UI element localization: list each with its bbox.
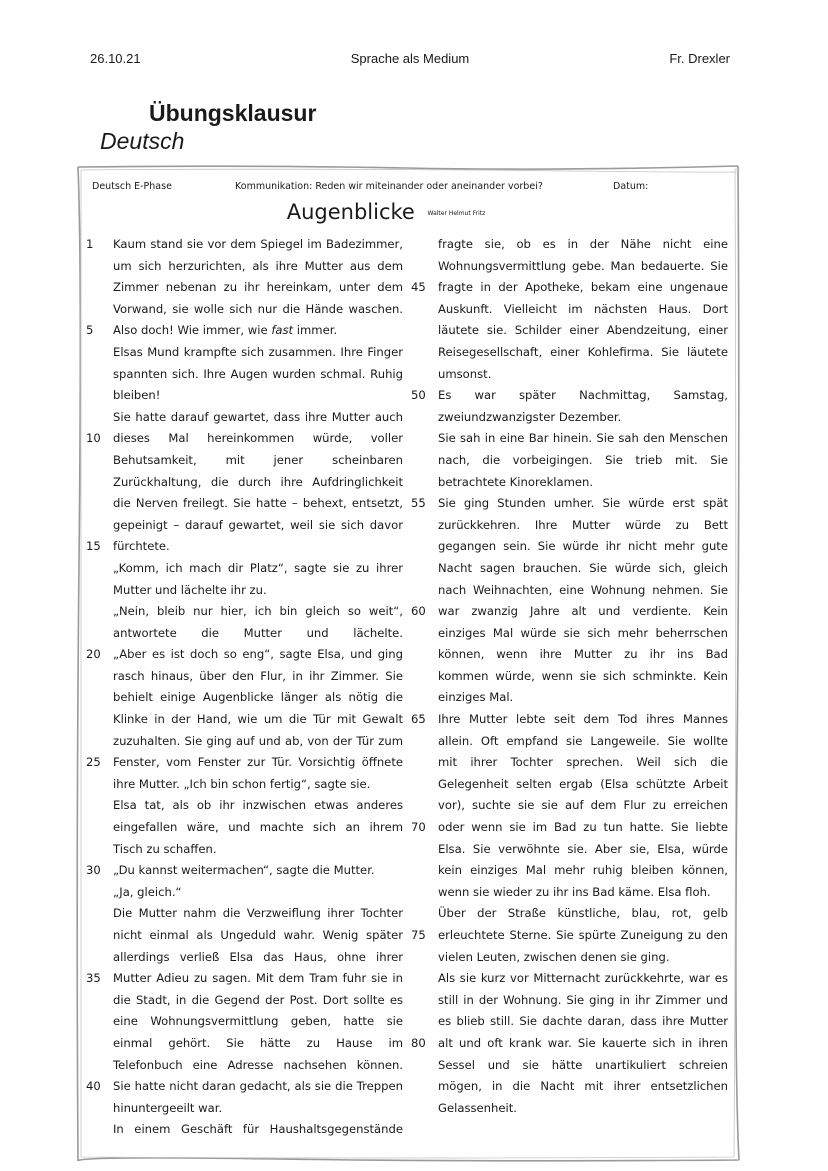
line-text: die Stadt, in die Gegend der Post. Dort sollte es [113,992,403,1007]
course-label: Deutsch E-Phase [92,181,172,192]
line-text: fragte sie, ob es in der Nähe nicht eine [438,237,728,251]
line-text: mit ihrer Tochter sprechen. Weil sich die [438,755,728,770]
line-number: 45 [411,280,426,295]
line-text: war zwanzig Jahre alt und verdiente. Kein [438,604,728,619]
emphasis: fast [271,323,294,338]
line-text: eine Wohnungsvermittlung geben, hatte sie [113,1014,403,1029]
line-text: alt und oft krank war. Sie kauerte sich in ihren [438,1035,728,1050]
line-text: Kaum stand sie vor dem Spiegel im Badezimmer, [113,237,403,251]
line-text: fürchtete. [113,539,170,554]
header-teacher: Fr. Drexler [669,51,730,66]
line-text: Reisegesellschaft, einer Kohlefirma. Sie läutete [438,344,728,359]
line-number: 40 [86,1079,101,1094]
line-text: bleiben! [113,388,161,403]
line-text: Telefonbuch eine Adresse nachsehen können. [113,1057,403,1072]
line-text: allein. Oft empfand sie Langeweile. Sie wollte [438,733,728,748]
line-text: umsonst. [438,366,492,381]
unit-label: Kommunikation: Reden wir miteinander oder aneinander vorbei? [235,181,543,192]
line-text: Nacht sagen brauchen. Sie würde sich, gleich [438,560,728,575]
line-text: „Komm, ich mach dir Platz“, sagte sie zu ihrer [113,560,403,575]
line-text: Elsa. Sie verwöhnte sie. Aber sie, Elsa, würde [438,841,728,856]
line-text: Zurückhaltung, die durch ihre Aufdringlichkeit [113,474,403,489]
line-text: oder wenn sie im Bad zu tun hatte. Sie liebte [438,820,728,835]
line-text: Auskunft. Vielleicht im nächsten Haus. Dort [438,301,728,316]
line-text: vielen Leuten, zwischen denen sie ging. [438,949,670,964]
line-number: 5 [86,323,94,338]
line-text: mögen, in die Nacht mit ihrer entsetzlichen [438,1079,728,1094]
line-text: einmal gehört. Sie hätte zu Hause im [113,1035,403,1050]
line-number: 10 [86,431,101,446]
line-text: dieses Mal hereinkommen würde, voller [113,431,403,446]
line-text: Wohnungsvermittlung gebe. Man bedauerte. Sie [438,258,728,273]
line-text: kein einziges Mal mehr ruhig bleiben können, [438,863,728,878]
story-title: Augenblicke [286,200,415,224]
line-text: nach, die vorbeigingen. Sie trieb mit. Sie [438,452,728,467]
line-text: „Ja, gleich.“ [113,884,182,899]
line-number: 65 [411,712,426,727]
line-text: „Nein, bleib nur hier, ich bin gleich so weit“, [113,604,403,619]
line-text: gepeinigt – darauf gewartet, weil sie sich davor [113,517,403,532]
line-text: antwortete die Mutter und lächelte. [113,625,403,640]
line-text: Fenster, vom Fenster zur Tür. Vorsichtig öffnete [113,755,403,770]
line-number: 1 [86,237,94,251]
line-text: Gelassenheit. [438,1100,517,1115]
line-text: einziges Mal. [438,690,514,705]
line-text: können, wenn ihre Mutter zu ihr ins Bad [438,647,728,662]
line-number: 55 [411,496,426,511]
header-topic: Sprache als Medium [350,51,470,66]
line-number: 75 [411,928,426,942]
date-label: Datum: [613,181,649,192]
line-text: Behutsamkeit, mit jener scheinbaren [113,452,403,467]
line-text: gegangen sein. Sie würde ihr nicht mehr gute [438,539,728,554]
line-text: Sie ging Stunden umher. Sie würde erst spät [438,496,728,511]
line-text: Elsa tat, als ob ihr inzwischen etwas anderes [113,798,403,813]
line-text: Es war später Nachmittag, Samstag, [438,388,728,403]
line-text: Über der Straße künstliche, blau, rot, gelb [438,906,728,921]
line-number: 70 [411,820,426,835]
line-text: vor), suchte sie sie auf dem Flur zu erreichen [438,798,728,813]
line-text: Sie sah in eine Bar hinein. Sie sah den Menschen [438,431,728,446]
line-number: 60 [411,604,426,619]
line-text: Sessel und sie hätte unartikuliert schreien [438,1057,728,1072]
line-text: Zimmer nebenan zu ihr hereinkam, unter dem [113,280,403,295]
line-text: betrachtete Kinoreklamen. [438,474,594,489]
line-text: es blieb still. Sie dachte daran, dass ihre Mutter [438,1014,728,1029]
line-text: läutete sie. Schilder einer Abendzeitung, einer [438,323,728,338]
line-text: behielt einige Augenblicke länger als nötig die [113,690,403,705]
line-text: ihre Mutter. „Ich bin schon fertig“, sagte sie. [113,776,371,791]
line-number: 15 [86,539,101,554]
line-text: um sich herzurichten, als ihre Mutter aus dem [113,258,403,273]
page-header [90,51,730,69]
line-text: eingefallen wäre, und machte sich an ihrem [113,820,403,835]
line-text: Klinke in der Hand, wie um die Tür mit Gewalt [113,712,403,727]
line-text: zurückkehren. Ihre Mutter würde zu Bett [438,517,728,532]
line-text: still in der Wohnung. Sie ging in ihr Zimmer und [438,992,728,1007]
header-date: 26.10.21 [90,51,141,66]
line-number: 30 [86,863,101,878]
line-text: hinuntergeeilt war. [113,1100,223,1115]
line-number: 20 [86,647,101,662]
line-text: Tisch zu schaffen. [113,841,217,856]
line-text: kommen würde, wenn sie sich schminkte. Kein [438,668,728,683]
line-text: erleuchtete Sterne. Sie spürte Zuneigung zu den [438,928,728,942]
line-text: nach Weihnachten, eine Wohnung nehmen. Sie [438,582,728,597]
line-text: nicht einmal als Ungeduld wahr. Wenig später [113,928,403,942]
line-text: Die Mutter nahm die Verzweiflung ihrer Tochter [113,906,403,921]
line-text: Mutter Adieu zu sagen. Mit dem Tram fuhr sie in [113,971,403,986]
line-number: 35 [86,971,101,986]
line-text: Sie hatte darauf gewartet, dass ihre Mutter auch [113,409,403,424]
story-author: Walter Helmut Fritz [427,209,486,217]
line-text: wenn sie wieder zu ihr ins Bad käme. Elsa floh. [438,884,711,899]
line-number: 50 [411,388,426,403]
line-text: Also doch! Wie immer, wie fast immer. [113,323,338,338]
exam-subject: Deutsch [100,128,185,154]
line-text: fragte in der Apotheke, bekam eine ungenaue [438,280,728,295]
line-text: allerdings verließ Elsa das Haus, ohne ihrer [113,949,403,964]
exam-title: Übungsklausur [149,100,317,126]
line-number: 25 [86,755,101,770]
line-text: zuzuhalten. Sie ging auf und ab, von der Tür zum [113,733,403,748]
line-text: Sie hatte nicht daran gedacht, als sie die Treppen [113,1079,403,1094]
line-text: zweiundzwanzigster Dezember. [438,409,622,424]
line-text: die Nerven freilegt. Sie hatte – behext, entsetzt, [113,496,403,511]
line-text: Vorwand, sie wolle sich nur die Hände waschen. [113,301,403,316]
story-heading [76,200,696,224]
line-number: 80 [411,1035,426,1050]
line-text: „Du kannst weitermachen“, sagte die Mutter. [113,863,375,878]
line-text: Ihre Mutter lebte seit dem Tod ihres Mannes [438,712,728,727]
line-text: rasch hinaus, über den Flur, in ihr Zimmer. Sie [113,668,403,683]
line-text: Gelegenheit selten ergab (Elsa schützte Arbeit [438,776,728,791]
line-text: „Aber es ist doch so eng“, sagte Elsa, und ging [113,647,403,662]
line-text: Mutter und lächelte ihr zu. [113,582,267,597]
line-text: Elsas Mund krampfte sich zusammen. Ihre Finger [113,344,403,359]
line-text: Als sie kurz vor Mitternacht zurückkehrte, war es [438,971,728,986]
line-text: spannten sich. Ihre Augen wurden schmal. Ruhig [113,366,403,381]
line-text: In einem Geschäft für Haushaltsgegenstände [113,1122,403,1137]
line-text: einziges Mal würde sie sich mehr beherrschen [438,625,728,640]
worksheet [76,164,740,1162]
